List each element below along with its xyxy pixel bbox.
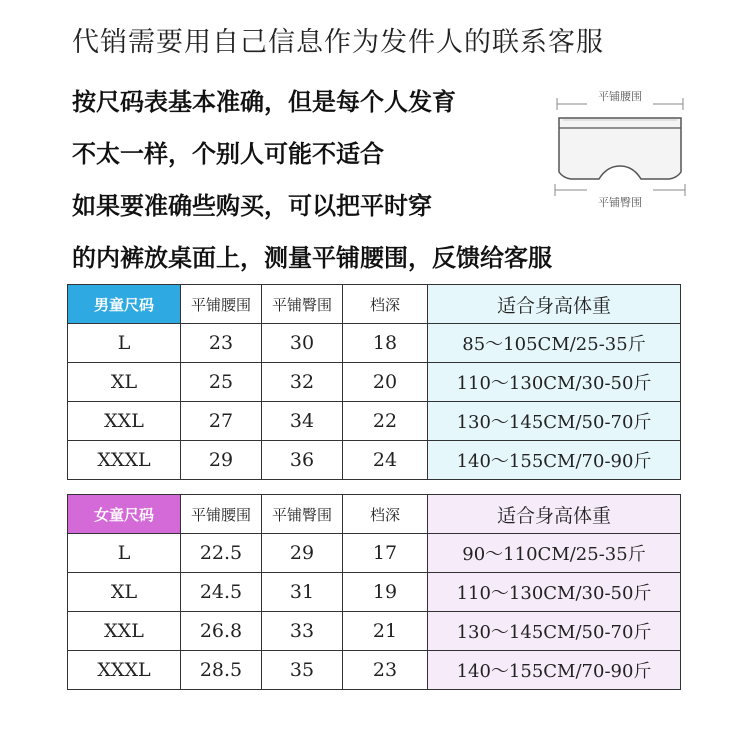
hip-cell: 30 <box>262 324 343 363</box>
sizing-notes <box>72 82 552 290</box>
fit-cell: 130～145CM/50-70斤 <box>428 612 681 651</box>
hip-label: 平铺臀围 <box>598 196 642 209</box>
rise-cell: 19 <box>343 573 428 612</box>
hip-cell: 29 <box>262 534 343 573</box>
waist-cell: 27 <box>181 402 262 441</box>
col-fit: 适合身高体重 <box>428 285 681 324</box>
hip-cell: 36 <box>262 441 343 480</box>
boys-size-table <box>67 284 681 480</box>
rise-cell: 21 <box>343 612 428 651</box>
size-cell: XXL <box>68 612 181 651</box>
rise-cell: 18 <box>343 324 428 363</box>
table-row <box>68 324 681 363</box>
col-hip: 平铺臀围 <box>262 495 343 534</box>
waist-cell: 26.8 <box>181 612 262 651</box>
hip-cell: 31 <box>262 573 343 612</box>
waist-cell: 22.5 <box>181 534 262 573</box>
size-cell: XL <box>68 573 181 612</box>
hip-cell: 32 <box>262 363 343 402</box>
hip-cell: 35 <box>262 651 343 690</box>
table-row <box>68 402 681 441</box>
note-line: 如果要准确些购买，可以把平时穿 <box>72 192 432 220</box>
fit-cell: 110～130CM/30-50斤 <box>428 573 681 612</box>
table-row <box>68 573 681 612</box>
hip-cell: 33 <box>262 612 343 651</box>
waist-cell: 28.5 <box>181 651 262 690</box>
rise-cell: 23 <box>343 651 428 690</box>
size-cell: L <box>68 324 181 363</box>
table-row <box>68 363 681 402</box>
table-header-row <box>68 285 681 324</box>
waist-cell: 25 <box>181 363 262 402</box>
waist-cell: 24.5 <box>181 573 262 612</box>
waist-cell: 23 <box>181 324 262 363</box>
table-row <box>68 534 681 573</box>
fit-cell: 140～155CM/70-90斤 <box>428 651 681 690</box>
note-line: 的内裤放桌面上，测量平铺腰围，反馈给客服 <box>72 244 552 272</box>
col-rise: 档深 <box>343 495 428 534</box>
table-row <box>68 651 681 690</box>
table-header-row <box>68 495 681 534</box>
fit-cell: 140～155CM/70-90斤 <box>428 441 681 480</box>
fit-cell: 110～130CM/30-50斤 <box>428 363 681 402</box>
col-rise: 档深 <box>343 285 428 324</box>
hip-cell: 34 <box>262 402 343 441</box>
col-waist: 平铺腰围 <box>181 495 262 534</box>
note-line: 按尺码表基本准确，但是每个人发育 <box>72 88 456 116</box>
size-cell: L <box>68 534 181 573</box>
rise-cell: 22 <box>343 402 428 441</box>
girls-size-table <box>67 494 681 690</box>
fit-cell: 130～145CM/50-70斤 <box>428 402 681 441</box>
waist-cell: 29 <box>181 441 262 480</box>
measurement-diagram <box>545 80 695 215</box>
col-hip: 平铺臀围 <box>262 285 343 324</box>
size-cell: XXXL <box>68 441 181 480</box>
underwear-icon <box>559 118 681 179</box>
size-cell: XXXL <box>68 651 181 690</box>
girls-title: 女童尺码 <box>68 495 181 534</box>
boys-title: 男童尺码 <box>68 285 181 324</box>
table-row <box>68 612 681 651</box>
size-cell: XXL <box>68 402 181 441</box>
fit-cell: 85～105CM/25-35斤 <box>428 324 681 363</box>
rise-cell: 20 <box>343 363 428 402</box>
col-waist: 平铺腰围 <box>181 285 262 324</box>
headline: 代销需要用自己信息作为发件人的联系客服 <box>72 27 604 58</box>
col-fit: 适合身高体重 <box>428 495 681 534</box>
note-line: 不太一样，个别人可能不适合 <box>72 140 384 168</box>
table-row <box>68 441 681 480</box>
rise-cell: 24 <box>343 441 428 480</box>
rise-cell: 17 <box>343 534 428 573</box>
waist-label: 平铺腰围 <box>598 90 642 103</box>
fit-cell: 90～110CM/25-35斤 <box>428 534 681 573</box>
size-cell: XL <box>68 363 181 402</box>
